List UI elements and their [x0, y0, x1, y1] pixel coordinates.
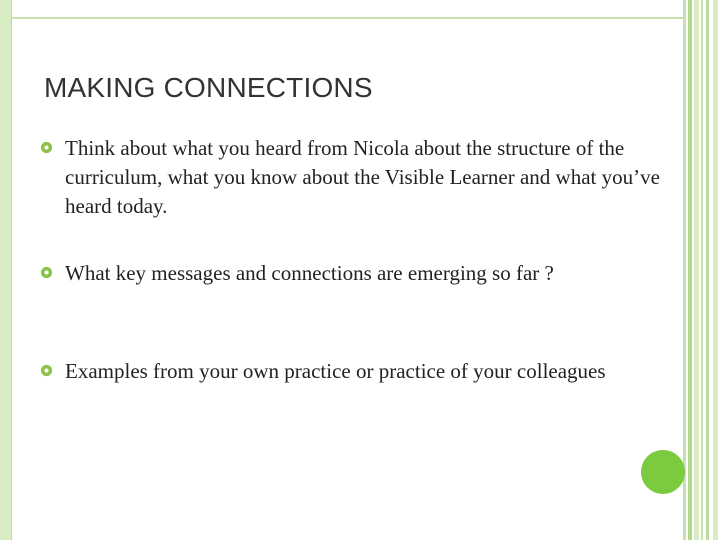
gear-bullet-icon — [40, 266, 53, 279]
gear-bullet-icon — [40, 364, 53, 377]
right-stripe-5 — [706, 0, 709, 540]
gear-bullet-icon — [40, 141, 53, 154]
right-stripe-3 — [694, 0, 699, 540]
bullet-text-2: What key messages and connections are emerging so far ? — [65, 261, 554, 285]
slide-title: MAKING CONNECTIONS — [44, 72, 373, 103]
bullet-text-1: Think about what you heard from Nicola about the structure of the curriculum, what you know about the Visible Learner and what you’ve heard today. — [65, 136, 660, 218]
top-divider-line — [11, 17, 683, 19]
bullet-item-3 — [40, 357, 665, 386]
right-stripe-4 — [701, 0, 703, 540]
bullet-text-3: Examples from your own practice or practice of your colleagues — [65, 359, 606, 383]
right-stripe-6 — [713, 0, 718, 540]
bullet-item-2 — [40, 259, 665, 288]
bullet-item-1 — [40, 134, 665, 221]
green-circle-decoration — [641, 450, 685, 494]
right-stripe-2 — [688, 0, 692, 540]
right-stripe-1 — [683, 0, 686, 540]
left-decorative-bar — [0, 0, 12, 540]
